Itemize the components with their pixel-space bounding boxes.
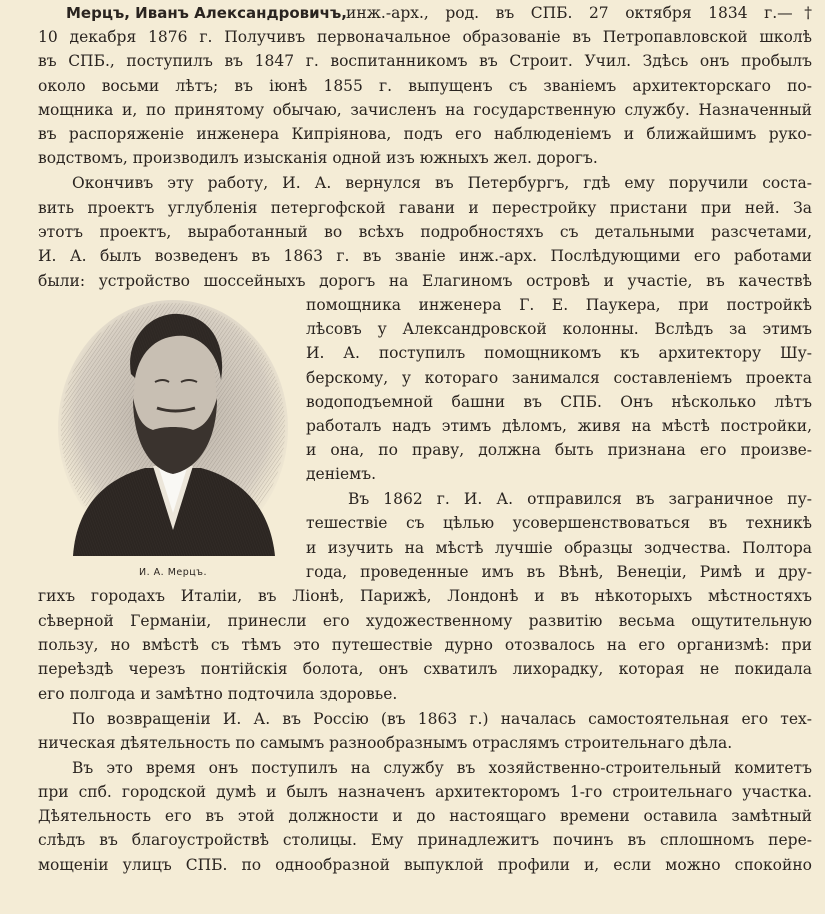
portrait-engraving: [55, 298, 291, 556]
text-line-3: въ СПБ., поступилъ въ 1847 г. воспитанникомъ въ Строит. Учил. Здѣсь онъ пробылъ: [38, 52, 812, 70]
text-line-21: Въ 1862 г. И. А. отправился въ заграничное пу-: [348, 490, 812, 508]
text-line-25: гихъ городахъ Италіи, въ Ліонѣ, Парижѣ, Лондонѣ и въ нѣкоторыхъ мѣстностяхъ: [38, 587, 812, 605]
text-line-19: и она, по праву, должна быть признана его произве-: [306, 441, 812, 459]
text-line-17: водоподъемной башни въ СПБ. Онъ нѣсколько лѣтъ: [306, 393, 812, 411]
text-line-2: 10 декабря 1876 г. Получивъ первоначальное образованіе въ Петропавловской школѣ: [38, 28, 812, 46]
text-line-4: около восьми лѣтъ; въ іюнѣ 1855 г. выпущенъ съ званіемъ архитекторскаго по-: [38, 77, 812, 95]
text-line-24: года, проведенные имъ въ Вѣнѣ, Венеціи, Римѣ и дру-: [306, 563, 812, 581]
text-line-8: Окончивъ эту работу, И. А. вернулся въ Петербургъ, гдѣ ему поручили соста-: [72, 174, 812, 192]
text-line-28: переѣздѣ черезъ понтійскія болота, онъ схватилъ лихорадку, которая не покидала: [38, 660, 812, 678]
article-heading-name: Мерцъ, Иванъ Александровичъ,: [66, 4, 347, 22]
text-line-15: И. А. поступилъ помощникомъ къ архитектору Шу-: [306, 344, 812, 362]
text-line-30: По возвращеніи И. А. въ Россію (въ 1863 г.) началась самостоятельная его тех-: [72, 710, 812, 728]
text-line-22: тешествіе съ цѣлью усовершенствоваться въ техникѣ: [306, 514, 812, 532]
portrait-caption: И. А. Мерцъ.: [139, 567, 207, 578]
text-line-12: были: устройство шоссейныхъ дорогъ на Елагиномъ островѣ и участіе, въ качествѣ: [38, 272, 812, 290]
text-line-1: инж.-арх., род. въ СПБ. 27 октября 1834 г.—†: [346, 4, 812, 22]
text-line-23: и изучить на мѣстѣ лучшіе образцы зодчества. Полтора: [306, 539, 812, 557]
text-line-34: Дѣятельность его въ этой должности и до настоящаго времени оставила замѣтный: [38, 807, 812, 825]
text-line-33: при спб. городской думѣ и былъ назначенъ архитекторомъ 1-го строительнаго участка.: [38, 783, 812, 801]
text-line-26: сѣверной Германіи, принесли его художественному развитію весьма ощутительную: [38, 612, 812, 630]
text-line-29: его полгода и замѣтно подточила здоровье.: [38, 685, 398, 703]
text-line-16: берскому, у котораго занимался составленіемъ проекта: [306, 369, 812, 387]
text-line-14: лѣсовъ у Александровской колонны. Вслѣдъ за этимъ: [306, 320, 812, 338]
text-line-35: слѣдъ въ благоустройствѣ столицы. Ему принадлежитъ починъ въ сплошномъ пере-: [38, 831, 812, 849]
text-line-20: деніемъ.: [306, 465, 377, 483]
text-line-32: Въ это время онъ поступилъ на службу въ хозяйственно-строительный комитетъ: [72, 759, 812, 777]
text-line-10: этотъ проектъ, выработанный во всѣхъ подробностяхъ съ детальными разсчетами,: [38, 223, 812, 241]
text-line-5: мощника и, по принятому обычаю, зачисленъ на государственную службу. Назначенный: [38, 101, 812, 119]
text-line-31: ническая дѣятельность по самымъ разнообразнымъ отраслямъ строительнаго дѣла.: [38, 734, 733, 752]
text-line-9: вить проектъ углубленія петергофской гавани и перестройку пристани при ней. За: [38, 199, 812, 217]
text-line-6: въ распоряженіе инженера Кипріянова, подъ его наблюденіемъ и ближайшимъ руко-: [38, 125, 812, 143]
text-line-36: мощеніи улицъ СПБ. по однообразной выпуклой профили и, если можно спокойно: [38, 856, 812, 874]
text-line-13: помощника инженера Г. Е. Паукера, при постройкѣ: [306, 296, 812, 314]
text-line-27: пользу, но вмѣстѣ съ тѣмъ это путешествіе дурно отозвалось на его организмѣ: при: [38, 636, 812, 654]
text-line-7: водствомъ, производилъ изысканія одной изъ южныхъ жел. дорогъ.: [38, 149, 598, 167]
text-line-18: работалъ надъ этимъ дѣломъ, живя на мѣстѣ постройки,: [306, 417, 812, 435]
text-line-11: И. А. былъ возведенъ въ 1863 г. въ званіе инж.-арх. Послѣдующими его работами: [38, 247, 812, 265]
